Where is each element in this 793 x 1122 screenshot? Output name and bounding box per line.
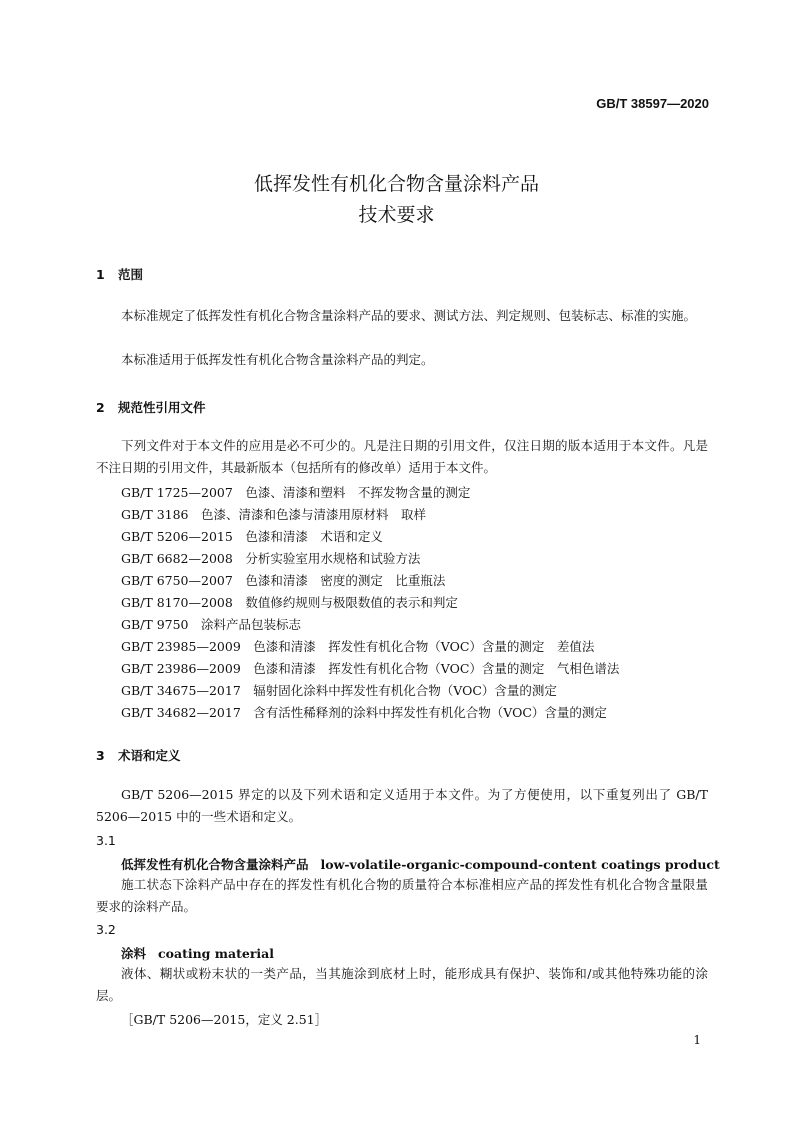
paragraph: 本标准适用于低挥发性有机化合物含量涂料产品的判定。 xyxy=(121,352,434,367)
section-number: 3 xyxy=(96,748,105,763)
reference-item: GB/T 6750—2007 色漆和清漆 密度的测定 比重瓶法 xyxy=(121,573,446,588)
page-number: 1 xyxy=(693,1033,701,1047)
section-3-heading xyxy=(96,746,181,764)
paragraph: GB/T 5206—2015 界定的以及下列术语和定义适用于本文件。为了方便使用，以下重复列出了 GB/T 5206—2015 中的一些术语和定义。 xyxy=(96,787,708,824)
reference-item: GB/T 9750 涂料产品包装标志 xyxy=(121,617,302,632)
document-subtitle: 技术要求 xyxy=(358,204,435,226)
section-title: 范围 xyxy=(118,267,144,282)
reference-item: GB/T 34682—2017 含有活性稀释剂的涂料中挥发性有机化合物（VOC）含量的测定 xyxy=(121,705,607,720)
term-english: low-volatile-organic-compound-content coatings product xyxy=(320,857,720,872)
reference-item: GB/T 1725—2007 色漆、清漆和塑料 不挥发物含量的测定 xyxy=(121,485,471,500)
term-source: ［GB/T 5206—2015，定义 2.51］ xyxy=(121,1012,328,1027)
section-2-heading xyxy=(96,398,206,416)
reference-item: GB/T 8170—2008 数值修约规则与极限数值的表示和判定 xyxy=(121,595,458,610)
standard-code: GB/T 38597—2020 xyxy=(596,96,709,111)
reference-item: GB/T 5206—2015 色漆和清漆 术语和定义 xyxy=(121,529,383,544)
section-number: 2 xyxy=(96,400,105,415)
section-1-heading xyxy=(96,265,143,283)
reference-item: GB/T 6682—2008 分析实验室用水规格和试验方法 xyxy=(121,551,421,566)
reference-item: GB/T 23985—2009 色漆和清漆 挥发性有机化合物（VOC）含量的测定 差值法 xyxy=(121,639,595,654)
term-definition: 施工状态下涂料产品中存在的挥发性有机化合物的质量符合本标准相应产品的挥发性有机化合物含量限量要求的涂料产品。 xyxy=(96,877,708,914)
paragraph: 本标准规定了低挥发性有机化合物含量涂料产品的要求、测试方法、判定规则、包装标志、标准的实施。 xyxy=(121,308,697,323)
document-title: 低挥发性有机化合物含量涂料产品 xyxy=(253,173,539,195)
term-entry xyxy=(121,944,274,962)
clause-number: 3.2 xyxy=(96,922,116,937)
reference-item: GB/T 34675—2017 辐射固化涂料中挥发性有机化合物（VOC）含量的测定 xyxy=(121,683,557,698)
paragraph: 下列文件对于本文件的应用是必不可少的。凡是注日期的引用文件，仅注日期的版本适用于本文件。凡是不注日期的引用文件，其最新版本（包括所有的修改单）适用于本文件。 xyxy=(96,438,708,475)
term-chinese: 涂料 xyxy=(121,946,147,961)
term-entry xyxy=(121,855,720,873)
section-title: 规范性引用文件 xyxy=(118,400,206,415)
section-title: 术语和定义 xyxy=(118,748,181,763)
term-chinese: 低挥发性有机化合物含量涂料产品 xyxy=(121,857,309,872)
reference-item: GB/T 23986—2009 色漆和清漆 挥发性有机化合物（VOC）含量的测定 气相色谱法 xyxy=(121,661,620,676)
clause-number: 3.1 xyxy=(96,833,116,848)
reference-item: GB/T 3186 色漆、清漆和色漆与清漆用原材料 取样 xyxy=(121,507,427,522)
term-definition: 液体、糊状或粉末状的一类产品，当其施涂到底材上时，能形成具有保护、装饰和/或其他特殊功能的涂层。 xyxy=(96,966,708,1003)
term-english: coating material xyxy=(158,946,275,961)
section-number: 1 xyxy=(96,267,105,282)
